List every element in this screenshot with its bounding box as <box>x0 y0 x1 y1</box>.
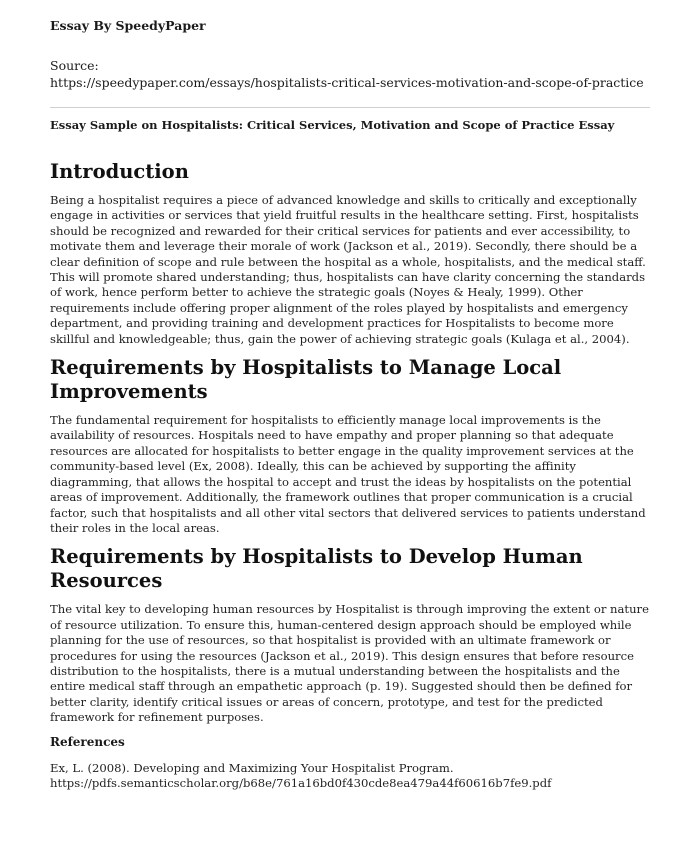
section-heading: Introduction <box>50 160 189 183</box>
reference-url: https://pdfs.semanticscholar.org/b68e/761a16bd0f430cde8ea479a44f60616b7fe9.pdf <box>50 775 552 790</box>
references-heading: References <box>50 734 125 749</box>
source-label: Source: <box>50 58 99 73</box>
section-body: Being a hospitalist requires a piece of advanced knowledge and skills to critically and exceptionally engage in activities or services that yield fruitful results in the healthcare setting. First, hospitalists should be recognized and rewarded for their critical services for patients and ever accessibility, to motivate them and leverage their morale of work (Jackson et al., 2019). Secondly, there should be a clear definition of scope and rule between the hospital as a whole, hospitalists, and the medical staff. This will promote shared understanding; thus, hospitalists can have clarity concerning the standards of work, hence perform better to achieve the strategic goals (Noyes & Healy, 1999). Other requirements include offering proper alignment of the roles played by hospitalists and emergency department, and providing training and development practices for Hospitalists to become more skillful and knowledgeable; thus, gain the power of achieving strategic goals (Kulaga et al., 2004). <box>50 193 646 346</box>
reference-citation: Ex, L. (2008). Developing and Maximizing Your Hospitalist Program. <box>50 760 454 775</box>
source-url: https://speedypaper.com/essays/hospitalists-critical-services-motivation-and-scope-of-practice <box>50 75 644 90</box>
section-introduction <box>50 160 650 347</box>
section-body: The fundamental requirement for hospitalists to efficiently manage local improvements is the availability of resources. Hospitals need to have empathy and proper planning so that adequate resources are allocated for hospitalists to better engage in the quality improvement services at the community-based level (Ex, 2008). Ideally, this can be achieved by supporting the affinity diagramming, that allows the hospital to accept and trust the ideas by hospitalists on the potential areas of improvement. Additionally, the framework outlines that proper communication is a crucial factor, such that hospitalists and all other vital sectors that delivered services to patients understand their roles in the local areas. <box>50 413 646 535</box>
brand-label: Essay By SpeedyPaper <box>50 18 206 33</box>
section-human-resources <box>50 545 650 725</box>
essay-title: Essay Sample on Hospitalists: Critical Services, Motivation and Scope of Practice Essay <box>50 118 615 132</box>
section-heading: Requirements by Hospitalists to Develop Human Resources <box>50 545 583 593</box>
section-body: The vital key to developing human resources by Hospitalist is through improving the extent or nature of resource utilization. To ensure this, human-centered design approach should be employed while planning for the use of resources, so that hospitalist is provided with an ultimate framework or procedures for using the resources (Jackson et al., 2019). This design ensures that before resource distribution to the hospitalists, there is a mutual understanding between the hospitalists and the entire medical staff through an empathetic approach (p. 19). Suggested should then be defined for better clarity, identify critical issues or areas of concern, prototype, and test for the predicted framework for refinement purposes. <box>50 602 649 725</box>
section-heading: Requirements by Hospitalists to Manage Local Improvements <box>50 356 562 404</box>
header-divider <box>50 107 650 108</box>
references-section <box>50 735 650 792</box>
section-local-improvements <box>50 356 650 536</box>
